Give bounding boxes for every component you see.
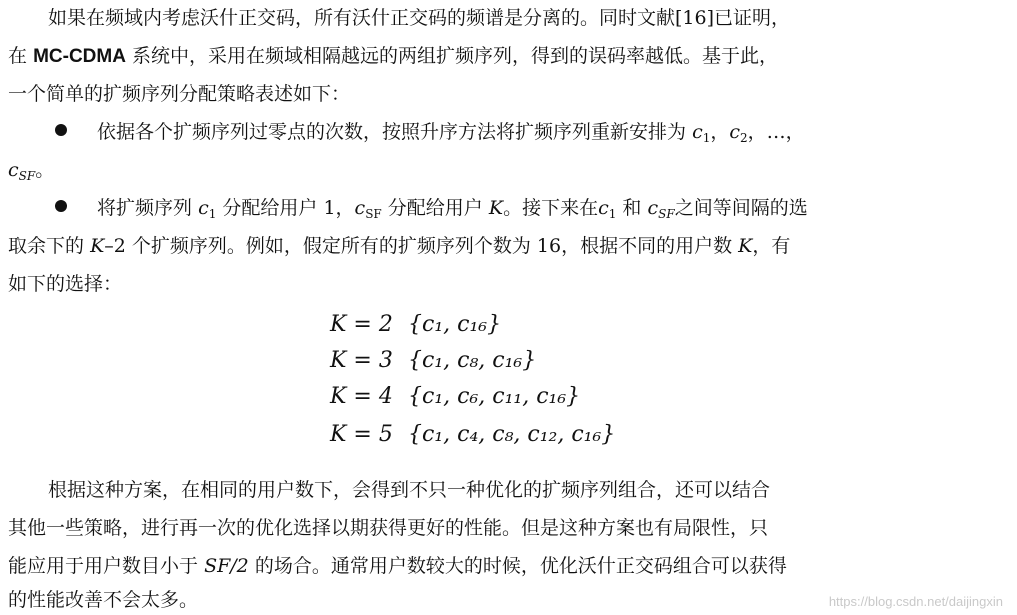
bullet-icon [55,200,67,212]
text: –2 个扩频序列。例如，假定所有的扩频序列个数为 16，根据不同的用户数 [104,235,733,257]
text: 的性能改善不会太多。 [8,589,199,611]
symbol-c: c [598,197,609,219]
symbol-c: c [647,197,659,219]
equation-set: {c₁, c₈, c₁₆} [408,348,537,373]
bullet-1-line-1 [0,120,1017,144]
text: 分配给用户 1， [222,197,355,219]
symbol-sf-half: SF/2 [204,555,249,577]
symbol-k: K [488,197,504,219]
equation-k-label: K = 5 [330,422,393,447]
equation-set: {c₁, c₆, c₁₁, c₁₆} [408,384,581,409]
text: 。 [35,159,55,181]
equation-k-label: K = 2 [330,312,393,337]
equation-row [330,420,615,450]
text: 能应用于用户数目小于 [8,555,199,577]
subscript: SF [18,169,36,183]
equation-set: {c₁, c₁₆} [408,312,502,337]
equation-row [330,346,536,376]
text: 之间等间隔的选 [674,197,808,219]
text: ，…， [747,121,805,143]
subscript: 1 [702,131,711,145]
system-name: MC-CDMA [33,46,126,67]
text: 根据这种方案，在相同的用户数下，会得到不只一种优化的扩频序列组合，还可以结合 [48,479,771,501]
symbol-c: c [198,197,209,219]
text: 在 [8,45,28,67]
text: 如下的选择： [8,273,123,295]
text: 将扩频序列 [97,197,193,219]
text: 取余下的 [8,235,85,257]
paragraph-1-line-2 [0,44,1017,69]
text: 。接下来在 [503,197,599,219]
bullet-2-line-3 [0,272,1017,296]
text: 的场合。通常用户数较大的时候，优化沃什正交码组合可以获得 [254,555,787,577]
text: 系统中，采用在频域相隔越远的两组扩频序列，得到的误码率越低。基于此， [131,45,778,67]
watermark: https://blog.csdn.net/daijingxin [828,594,1003,609]
equation-row [330,310,501,340]
text: 依据各个扩频序列过零点的次数，按照升序方法将扩频序列重新安排为 [97,121,687,143]
bullet-2-line-1 [0,196,1017,220]
symbol-c: c [729,121,741,143]
subscript: SF [658,207,675,221]
bullet-2-line-2 [0,234,1017,258]
equation-k-label: K = 4 [330,384,393,409]
paragraph-2-line-3 [0,554,1017,578]
equation-k-label: K = 3 [330,348,393,373]
paragraph-2-line-1 [0,478,1017,502]
symbol-c: c [8,159,19,181]
subscript: 2 [740,131,748,145]
text: 其他一些策略，进行再一次的优化选择以期获得更好的性能。但是这种方案也有局限性，只 [8,517,769,539]
paragraph-1-line-3 [0,82,1017,106]
equation-row [330,382,580,412]
subscript: 1 [608,207,617,221]
bullet-icon [55,124,67,136]
text: ， [710,121,730,143]
symbol-c: c [692,121,703,143]
text: 分配给用户 [387,197,483,219]
paragraph-2-line-2 [0,516,1017,540]
equation-set: {c₁, c₄, c₈, c₁₂, c₁₆} [408,422,616,447]
text: 和 [622,197,642,219]
paragraph-1-line-1 [0,6,1017,30]
symbol-k: K [738,235,753,257]
text: 如果在频域内考虑沃什正交码，所有沃什正交码的频谱是分离的。同时文献[16]已证明， [48,7,791,29]
bullet-1-line-2 [0,158,1017,182]
text: ，有 [752,235,791,257]
text: 一个简单的扩频序列分配策略表述如下： [8,83,351,105]
subscript: 1 [208,207,217,221]
symbol-k: K [90,235,105,257]
symbol-c: c [354,197,366,219]
subscript: SF [365,207,382,221]
